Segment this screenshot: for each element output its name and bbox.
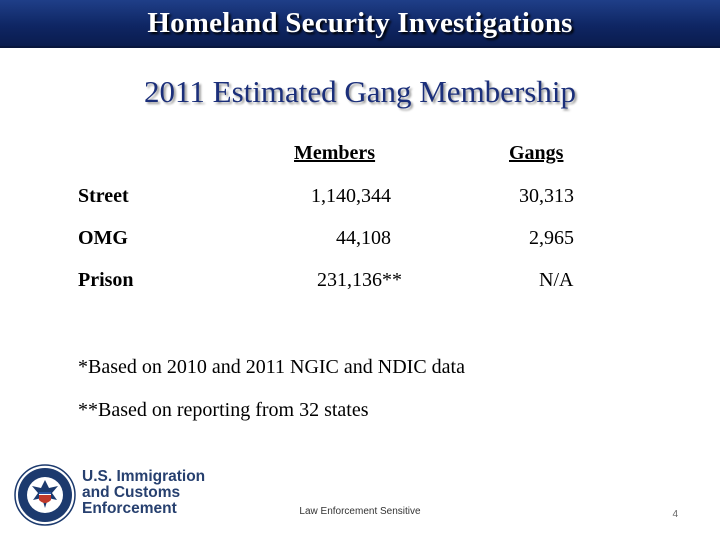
gangs-header: Gangs	[509, 142, 564, 164]
agency-line-1: U.S. Immigration	[82, 468, 206, 485]
street-gangs: 30,313	[519, 185, 574, 207]
prison-members: 231,136**	[317, 269, 402, 291]
members-header: Members	[294, 142, 376, 164]
classification-label: Law Enforcement Sensitive	[299, 506, 421, 517]
agency-line-2: and Customs	[82, 484, 181, 501]
page-number: 4	[672, 509, 678, 520]
street-members: 1,140,344	[311, 185, 391, 207]
omg-members: 44,108	[336, 227, 391, 249]
prison-gangs: N/A	[539, 269, 574, 291]
footnote-data-source: *Based on 2010 and 2011 NGIC and NDIC data	[78, 356, 465, 378]
row-label-omg: OMG	[78, 227, 128, 249]
banner-title: Homeland Security Investigations	[147, 6, 573, 39]
row-label-street: Street	[78, 185, 129, 207]
footnote-reporting: **Based on reporting from 32 states	[78, 399, 369, 421]
omg-gangs: 2,965	[529, 227, 574, 249]
agency-line-3: Enforcement	[82, 500, 177, 517]
row-label-prison: Prison	[78, 269, 134, 291]
slide-title: 2011 Estimated Gang Membership	[144, 74, 576, 109]
